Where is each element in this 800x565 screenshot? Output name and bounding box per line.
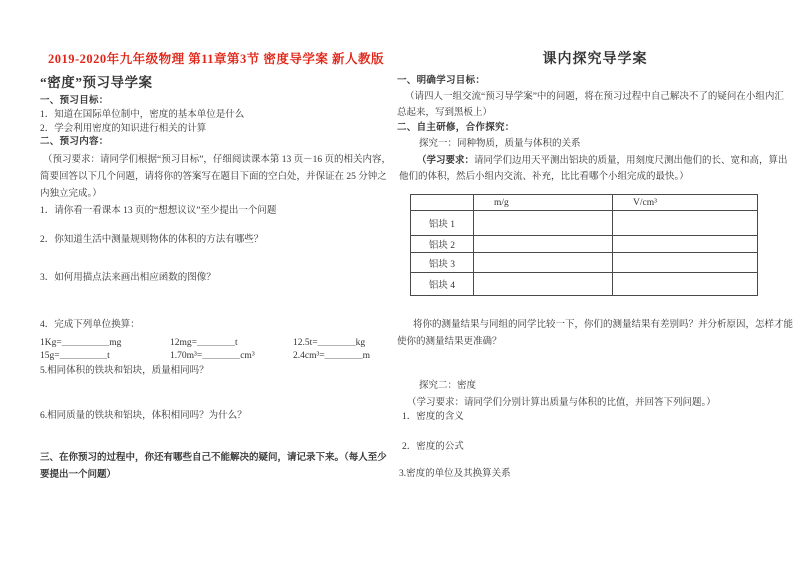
explore-2-title: 探究二：密度 [419, 381, 477, 391]
question-2: 2．你知道生活中测量规则物体的体积的方法有哪些？ [40, 234, 264, 245]
mass-cell [474, 236, 613, 253]
table-row [411, 236, 758, 253]
explore-1-title: 探究一：同种物质，质量与体积的关系 [419, 139, 581, 149]
explore-1-requirement [399, 153, 793, 185]
table-header-row [411, 195, 758, 211]
question-6: 6.相同质量的铁块和铝块，体积相同吗？为什么？ [40, 410, 247, 421]
conversion-row-1 [40, 337, 392, 350]
section-preview-content: 二、预习内容： [40, 137, 109, 147]
volume-cell [613, 236, 758, 253]
explore-2-requirement: （学习要求：请同学们分别计算出质量与体积的比值，并回答下列问题。） [407, 398, 716, 408]
compare-results-question: 将你的测量结果与同组的同学比较一下，你们的测量结果有差别吗？并分析原因，怎样才能使你的测量结果更准确？ [397, 320, 794, 347]
density-item-2: 2．密度的公式 [402, 441, 464, 452]
density-item-3: 3.密度的单位及其换算关系 [399, 469, 511, 479]
question-1: 1．请你看一看课本 13 页的“想想议议”至少提出一个问题 [40, 206, 277, 216]
section-record-questions: 三、在你预习的过程中，你还有哪些自己不能解决的疑问，请记录下来。（每人至少要提出一个问题） [40, 453, 387, 480]
header-cell-blank [411, 195, 474, 211]
mass-cell [474, 273, 613, 296]
preview-requirement: （预习要求：请同学们根据“预习目标”，仔细阅读课本第 13 页－16 页的相关内容，简要回答以下几个问题，请将你的答案写在题目下面的空白处，并保证在 25 分钟之内独立完成。） [40, 155, 392, 199]
conversion-row-2 [40, 350, 392, 363]
left-column [40, 50, 392, 484]
mass-cell [474, 211, 613, 236]
learning-goals-note: （请四人一组交流“预习导学案”中的问题，将在预习过程中自己解决不了的疑问在小组内汇总起来，写到黑板上） [397, 92, 784, 118]
conversion-blank: 12.5t=＿＿＿＿kg [293, 338, 366, 348]
density-item-1: 1．密度的含义 [402, 412, 464, 422]
conversion-blank: 1.70m³=＿＿＿＿cm³ [170, 351, 255, 361]
mass-cell [474, 253, 613, 273]
question-4: 4．完成下列单位换算： [40, 319, 140, 330]
volume-cell [613, 211, 758, 236]
goal-item-1: 1．知道在国际单位制中，密度的基本单位是什么 [40, 110, 245, 120]
row-label: 铝块 4 [411, 273, 474, 296]
conversion-blank: 2.4cm³=＿＿＿＿m [293, 351, 371, 361]
volume-cell [613, 273, 758, 296]
table-row [411, 211, 758, 236]
requirement-text: 请同学们边用天平测出铝块的质量，用刻度尺测出他们的长、宽和高，算出他们的体积，然后小组内交流、补充，比比看哪个小组完成的最快。） [399, 156, 788, 182]
question-3: 3．如何用描点法来画出相应函数的图像？ [40, 273, 216, 283]
right-heading: 课内探究导学案 [542, 52, 648, 67]
table-row [411, 273, 758, 296]
section-preview-goals: 一、预习目标： [40, 96, 109, 106]
measurement-table [410, 194, 758, 296]
question-5: 5.相同体积的铁块和铝块，质量相同吗？ [40, 366, 209, 376]
row-label: 铝块 2 [411, 236, 474, 253]
section-learning-goals: 一、明确学习目标： [397, 76, 486, 86]
row-label: 铝块 1 [411, 211, 474, 236]
left-heading: “密度”预习导学案 [40, 75, 153, 90]
header-cell-mass: m/g [474, 195, 613, 211]
header-cell-volume: V/cm³ [613, 195, 758, 211]
conversion-blank: 1Kg=＿＿＿＿＿mg [40, 338, 122, 348]
table-row [411, 253, 758, 273]
goal-item-2: 2．学会利用密度的知识进行相关的计算 [40, 123, 207, 134]
requirement-label: （学习要求： [417, 156, 475, 166]
volume-cell [613, 253, 758, 273]
section-cooperative-explore: 二、自主研修，合作探究： [397, 123, 515, 133]
conversion-blank: 15g=＿＿＿＿＿t [40, 351, 110, 361]
right-column [397, 50, 793, 482]
conversion-blank: 12mg=＿＿＿＿t [170, 338, 238, 348]
document-title: 2019-2020年九年级物理 第11章第3节 密度导学案 新人教版 [47, 52, 385, 66]
row-label: 铝块 3 [411, 253, 474, 273]
